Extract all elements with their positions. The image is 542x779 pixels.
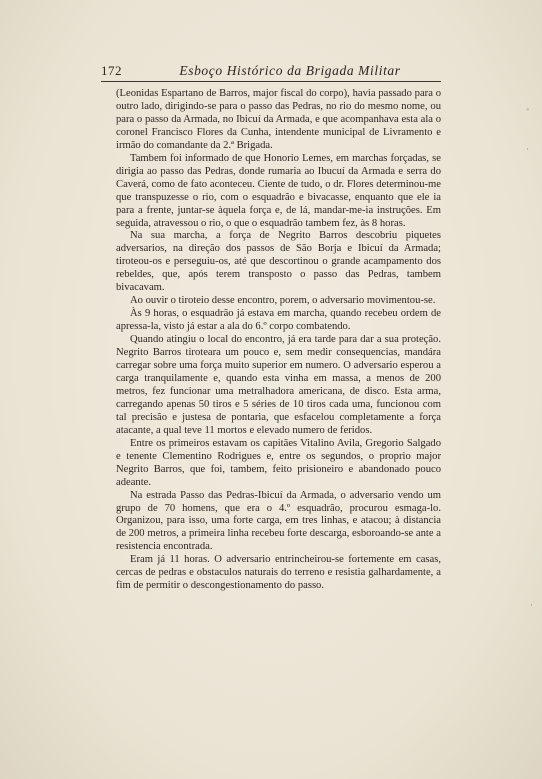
paragraph: Quando atingiu o local do encontro, já era tarde para dar a sua proteção. Negrito Barros tiroteara um pouco e, sem medir consequencias, mandára carregar sobre uma força muito superior em numero. O adversario esperou a carga tranquilamente e, quando esta vinha em massa, a menos de 200 metros, fez funcionar uma metralhadora americana, de disco. Esta arma, carregando apenas 50 tiros e 5 séries de 10 tiros cada uma, funcionou com tal precisão e justesa de pontaria, que esfacelou completamente a força atacante, a qual teve 11 mortos e elevado numero de feridos. [116,334,441,436]
paragraph: Tambem foi informado de que Honorio Lemes, em marchas forçadas, se dirigia ao passo das Pedras, donde rumaria ao Ibucuí da Armada e serra do Caverá, como de fato aconteceu. Ciente de tudo, o dr. Flores determinou-me que transpuzesse o rio, com o esquadrão e bivacasse, enquanto que ele ia para a frente, juntar-se àquela força e, de lá, mandar-me-ia instruções. Em seguida, atravessou o rio, o que o esquadrão tambem fez, às 8 horas. [116,152,441,229]
paragraph: (Leonidas Espartano de Barros, major fiscal do corpo), havia passado para o outro lado, dirigindo-se para o passo das Pedras, no rio do mesmo nome, ou para o passo da Armada, no Ibicuí da Armada, e que acompanhava esta ala o coronel Francisco Flores da Cunha, intendente municipal de Livramento e irmão do comandante da 2.ª Brigada. [116,88,441,151]
page-header [101,61,441,82]
body-text [116,88,441,593]
paragraph: Às 9 horas, o esquadrão já estava em marcha, quando recebeu ordem de apressa-la, visto já estar a ala do 6.º corpo combatendo. [116,308,441,333]
margin-speck: ◦ [526,104,530,114]
page-number: 172 [101,63,122,78]
paragraph: Ao ouvir o tiroteio desse encontro, porem, o adversario movimentou-se. [130,295,436,307]
running-title: Esboço Histórico da Brigada Militar [179,63,401,78]
paragraph: Eram já 11 horas. O adversario entrincheirou-se fortemente em casas, cercas de pedras e obstaculos naturais do terreno e resistia galhardamente, a fim de permitir o descongestionamento do passo. [116,554,441,592]
paragraph: Entre os primeiros estavam os capitães Vitalino Avila, Gregorio Salgado e tenente Clementino Rodrigues e, entre os segundos, o proprio major Negrito Barros, que foi, tambem, feito prisioneiro e abandonado pouco adeante. [116,437,441,488]
margin-speck: · [526,144,529,154]
paragraph: Na sua marcha, a força de Negrito Barros descobriu piquetes adversarios, na direção dos passos de São Borja e Ibicuí da Armada; tiroteou-os e perseguiu-os, até que descortinou o grande acampamento dos rebeldes, que, após terem transposto o passo das Pedras, tambem bivacavam. [116,230,441,294]
margin-speck: · [530,600,533,610]
paragraph: Na estrada Passo das Pedras-Ibicuí da Armada, o adversario vendo um grupo de 70 homens, que era o 4.º esquadrão, procurou esmaga-lo. Organizou, para isso, uma forte carga, em tres linhas, e atacou; à distancia de 200 metros, a primeira linha recebeu forte descarga, esboroando-se ante a resistencia encontrada. [116,489,441,553]
